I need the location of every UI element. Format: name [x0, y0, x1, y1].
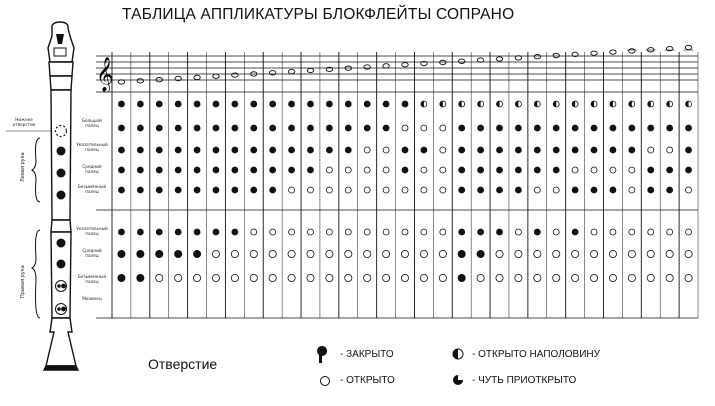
fingering-mark	[686, 147, 692, 153]
fingering-mark	[289, 101, 295, 107]
fingering-mark	[591, 229, 597, 235]
fingering-mark	[478, 101, 484, 107]
fingering-mark	[685, 274, 692, 281]
fingering-mark	[251, 229, 257, 235]
fingering-mark	[402, 101, 408, 107]
fingering-mark	[572, 167, 578, 173]
fingering-mark	[667, 147, 673, 153]
fingering-mark	[629, 187, 635, 193]
fingering-mark	[307, 187, 313, 193]
fingering-mark	[137, 187, 143, 193]
fingering-mark	[534, 147, 540, 153]
fingering-mark	[401, 274, 408, 281]
fingering-mark	[175, 187, 181, 193]
fingering-mark	[591, 187, 597, 193]
fingering-mark	[194, 147, 200, 153]
fingering-mark	[667, 167, 673, 173]
page-title: ТАБЛИЦА АППЛИКАТУРЫ БЛОКФЛЕЙТЫ СОПРАНО	[122, 6, 515, 23]
staff-note	[591, 51, 597, 55]
fingering-mark	[515, 125, 521, 131]
fingering-mark	[685, 250, 692, 257]
fingering-mark	[307, 167, 313, 173]
fingering-mark	[345, 250, 352, 257]
fingering-mark	[553, 167, 559, 173]
fingering-grid	[96, 52, 698, 318]
fingering-mark	[137, 125, 143, 131]
fingering-mark	[137, 229, 143, 235]
fingering-mark	[175, 125, 181, 131]
fingering-mark	[364, 229, 370, 235]
fingering-mark	[459, 229, 465, 235]
fingering-mark	[572, 125, 578, 131]
fingering-mark	[364, 274, 371, 281]
fingering-mark	[326, 229, 332, 235]
staff-note	[364, 65, 370, 69]
fingering-mark	[137, 167, 143, 173]
fingering-mark	[232, 167, 238, 173]
legend-slight-text: - ЧУТЬ ПРИОТКРЫТО	[472, 375, 577, 386]
staff-note	[232, 73, 238, 77]
fingering-mark	[175, 147, 181, 153]
legend-closed-text: - ЗАКРЫТО	[340, 349, 394, 360]
staff-note	[213, 74, 219, 78]
fingering-mark	[402, 147, 408, 153]
fingering-mark	[289, 147, 295, 153]
fingering-mark	[402, 125, 408, 131]
fingering-mark	[364, 250, 371, 257]
fingering-mark	[289, 187, 295, 193]
fingering-mark	[553, 274, 560, 281]
fingering-mark	[440, 167, 446, 173]
fingering-mark	[288, 250, 295, 257]
fingering-mark	[572, 101, 578, 107]
fingering-mark	[648, 101, 654, 107]
fingering-mark	[213, 229, 219, 235]
staff-note	[402, 63, 408, 67]
legend-closed-icon	[317, 346, 327, 363]
fingering-mark	[421, 147, 427, 153]
fingering-mark	[383, 187, 389, 193]
fingering-mark	[420, 274, 427, 281]
fingering-mark	[270, 125, 276, 131]
fingering-marks	[118, 101, 692, 282]
fingering-mark	[137, 250, 144, 257]
fingering-mark	[118, 229, 124, 235]
fingering-mark	[118, 250, 125, 257]
staff-note	[685, 45, 691, 49]
fingering-mark	[175, 101, 181, 107]
thumb-hole-label: Нижнее отверстие	[12, 117, 36, 127]
fingering-mark	[326, 101, 332, 107]
fingering-mark	[667, 125, 673, 131]
fingering-mark	[629, 167, 635, 173]
fingering-mark	[534, 250, 541, 257]
fingering-mark	[420, 250, 427, 257]
fingering-mark	[534, 274, 541, 281]
fingering-mark	[534, 101, 540, 107]
fingering-mark	[364, 101, 370, 107]
finger-label: Большой палец	[82, 118, 102, 128]
fingering-mark	[118, 147, 124, 153]
fingering-mark	[572, 250, 579, 257]
fingering-mark	[648, 229, 654, 235]
fingering-mark	[383, 125, 389, 131]
fingering-mark	[667, 187, 673, 193]
fingering-mark	[270, 147, 276, 153]
fingering-mark	[459, 167, 465, 173]
fingering-mark	[382, 274, 389, 281]
legend-half-icon	[453, 349, 463, 359]
fingering-mark	[232, 229, 238, 235]
fingering-mark	[250, 250, 257, 257]
fingering-mark	[345, 125, 351, 131]
fingering-mark	[477, 250, 484, 257]
fingering-mark	[383, 229, 389, 235]
fingering-mark	[382, 250, 389, 257]
fingering-mark	[610, 147, 616, 153]
fingering-mark	[648, 125, 654, 131]
fingering-mark	[421, 187, 427, 193]
fingering-mark	[421, 125, 427, 131]
fingering-mark	[251, 147, 257, 153]
fingering-mark	[497, 187, 503, 193]
fingering-mark	[610, 187, 616, 193]
fingering-mark	[232, 147, 238, 153]
finger-label: Мизинец	[82, 296, 102, 301]
fingering-mark	[251, 101, 257, 107]
fingering-mark	[421, 101, 427, 107]
fingering-mark	[269, 250, 276, 257]
fingering-mark	[459, 187, 465, 193]
staff-note	[440, 60, 446, 64]
fingering-mark	[478, 167, 484, 173]
fingering-mark	[667, 229, 673, 235]
fingering-mark	[515, 274, 522, 281]
fingering-mark	[440, 187, 446, 193]
fingering-mark	[251, 167, 257, 173]
fingering-mark	[553, 101, 559, 107]
fingering-mark	[156, 250, 163, 257]
fingering-mark	[364, 187, 370, 193]
fingering-mark	[497, 229, 503, 235]
fingering-mark	[289, 167, 295, 173]
fingering-mark	[572, 229, 578, 235]
fingering-mark	[667, 101, 673, 107]
fingering-mark	[326, 167, 332, 173]
fingering-mark	[515, 187, 521, 193]
fingering-mark	[439, 274, 446, 281]
fingering-mark	[534, 125, 540, 131]
fingering-mark	[534, 229, 540, 235]
right-hand-label: Правая рука	[20, 265, 26, 298]
fingering-mark	[345, 147, 351, 153]
staff-note	[118, 80, 124, 84]
fingering-mark	[270, 187, 276, 193]
fingering-mark	[496, 274, 503, 281]
fingering-mark	[440, 229, 446, 235]
fingering-mark	[193, 274, 200, 281]
fingering-mark	[686, 101, 692, 107]
fingering-mark	[383, 101, 389, 107]
fingering-mark	[402, 187, 408, 193]
fingering-mark	[345, 229, 351, 235]
staff-note	[137, 79, 143, 83]
fingering-mark	[666, 274, 673, 281]
fingering-mark	[270, 167, 276, 173]
fingering-mark	[609, 274, 616, 281]
fingering-mark	[212, 274, 219, 281]
fingering-mark	[307, 250, 314, 257]
fingering-mark	[497, 147, 503, 153]
fingering-mark	[156, 274, 163, 281]
fingering-mark	[459, 125, 465, 131]
fingering-mark	[478, 229, 484, 235]
finger-label: Средний палец	[82, 248, 102, 258]
fingering-mark	[269, 274, 276, 281]
fingering-mark	[326, 250, 333, 257]
fingering-mark	[118, 125, 124, 131]
staff-note	[629, 49, 635, 53]
fingering-mark	[477, 274, 484, 281]
fingering-mark	[553, 147, 559, 153]
fingering-mark	[307, 147, 313, 153]
fingering-mark	[194, 229, 200, 235]
fingering-mark	[232, 101, 238, 107]
fingering-mark	[156, 187, 162, 193]
fingering-mark	[629, 101, 635, 107]
fingering-mark	[175, 274, 182, 281]
fingering-mark	[231, 250, 238, 257]
fingering-mark	[288, 274, 295, 281]
fingering-mark	[402, 229, 408, 235]
fingering-mark	[194, 187, 200, 193]
fingering-mark	[590, 274, 597, 281]
fingering-mark	[497, 167, 503, 173]
fingering-mark	[572, 274, 579, 281]
fingering-mark	[628, 250, 635, 257]
fingering-mark	[118, 187, 124, 193]
fingering-mark	[440, 125, 446, 131]
fingering-mark	[590, 250, 597, 257]
fingering-mark	[515, 167, 521, 173]
fingering-mark	[213, 101, 219, 107]
fingering-mark	[175, 229, 181, 235]
fingering-mark	[496, 250, 503, 257]
fingering-mark	[326, 274, 333, 281]
fingering-mark	[497, 101, 503, 107]
fingering-mark	[307, 274, 314, 281]
fingering-mark	[156, 229, 162, 235]
fingering-mark	[591, 147, 597, 153]
fingering-mark	[647, 274, 654, 281]
staff-note	[534, 55, 540, 59]
staff-note	[383, 64, 389, 68]
fingering-mark	[439, 250, 446, 257]
fingering-mark	[326, 147, 332, 153]
fingering-mark	[213, 167, 219, 173]
legend-slight-icon	[453, 375, 463, 385]
legend-open-text: - ОТКРЫТО	[340, 375, 395, 386]
fingering-mark	[156, 147, 162, 153]
fingering-mark	[156, 101, 162, 107]
fingering-mark	[250, 274, 257, 281]
fingering-mark	[421, 229, 427, 235]
fingering-mark	[591, 167, 597, 173]
fingering-mark	[458, 250, 465, 257]
fingering-mark	[193, 250, 200, 257]
fingering-mark	[118, 274, 125, 281]
treble-clef-icon: 𝄞	[96, 57, 114, 92]
fingering-mark	[666, 250, 673, 257]
fingering-mark	[345, 167, 351, 173]
fingering-mark	[497, 125, 503, 131]
fingering-mark	[648, 147, 654, 153]
fingering-mark	[213, 187, 219, 193]
fingering-mark	[591, 101, 597, 107]
fingering-mark	[610, 101, 616, 107]
fingering-mark	[137, 274, 144, 281]
fingering-mark	[326, 187, 332, 193]
fingering-mark	[213, 147, 219, 153]
fingering-mark	[553, 250, 560, 257]
fingering-mark	[629, 229, 635, 235]
fingering-mark	[307, 101, 313, 107]
fingering-mark	[232, 125, 238, 131]
staff-note	[610, 50, 616, 54]
fingering-mark	[534, 167, 540, 173]
fingering-mark	[572, 147, 578, 153]
fingering-mark	[515, 229, 521, 235]
fingering-mark	[478, 147, 484, 153]
left-hand-label: Левая рука	[20, 152, 26, 182]
finger-label: Указательный палец	[76, 226, 108, 236]
legend-open-icon	[321, 377, 330, 386]
fingering-mark	[118, 167, 124, 173]
fingering-mark	[213, 125, 219, 131]
fingering-mark	[383, 167, 389, 173]
finger-label: Безымянный палец	[77, 184, 107, 194]
fingering-mark	[459, 101, 465, 107]
fingering-mark	[534, 187, 540, 193]
fingering-mark	[629, 125, 635, 131]
fingering-mark	[572, 187, 578, 193]
fingering-mark	[194, 125, 200, 131]
fingering-mark	[345, 274, 352, 281]
staff-note	[496, 57, 502, 61]
fingering-mark	[175, 250, 182, 257]
fingering-mark	[307, 229, 313, 235]
fingering-mark	[478, 187, 484, 193]
staff-note	[288, 69, 294, 73]
fingering-mark	[553, 187, 559, 193]
fingering-mark	[610, 229, 616, 235]
fingering-mark	[609, 250, 616, 257]
legend-title: Отверстие	[148, 356, 218, 372]
fingering-mark	[307, 125, 313, 131]
fingering-mark	[251, 125, 257, 131]
fingering-mark	[553, 125, 559, 131]
fingering-mark	[137, 147, 143, 153]
fingering-mark	[194, 167, 200, 173]
legend-half-text: - ОТКРЫТО НАПОЛОВИНУ	[472, 349, 600, 360]
fingering-mark	[648, 187, 654, 193]
fingering-mark	[364, 147, 370, 153]
fingering-mark	[686, 167, 692, 173]
fingering-mark	[515, 147, 521, 153]
fingering-mark	[251, 187, 257, 193]
fingering-mark	[232, 187, 238, 193]
fingering-mark	[459, 147, 465, 153]
music-staff	[96, 45, 698, 93]
fingering-mark	[440, 101, 446, 107]
fingering-mark	[686, 229, 692, 235]
staff-note	[307, 68, 313, 72]
fingering-mark	[289, 229, 295, 235]
fingering-mark	[629, 147, 635, 153]
fingering-mark	[648, 167, 654, 173]
finger-label: Указательный палец	[76, 142, 108, 152]
fingering-mark	[345, 187, 351, 193]
fingering-mark	[610, 125, 616, 131]
fingering-mark	[686, 187, 692, 193]
fingering-mark	[610, 167, 616, 173]
fingering-mark	[212, 250, 219, 257]
fingering-mark	[175, 167, 181, 173]
fingering-mark	[478, 125, 484, 131]
fingering-mark	[345, 101, 351, 107]
fingering-mark	[156, 125, 162, 131]
finger-label: Средний палец	[82, 164, 102, 174]
fingering-mark	[231, 274, 238, 281]
staff-note	[553, 53, 559, 57]
fingering-mark	[440, 147, 446, 153]
fingering-mark	[383, 147, 389, 153]
fingering-mark	[515, 250, 522, 257]
fingering-mark	[591, 125, 597, 131]
fingering-mark	[421, 167, 427, 173]
fingering-mark	[686, 125, 692, 131]
fingering-mark	[402, 167, 408, 173]
fingering-mark	[270, 101, 276, 107]
fingering-mark	[270, 229, 276, 235]
fingering-mark	[194, 101, 200, 107]
hand-braces	[32, 138, 40, 318]
staff-note	[194, 75, 200, 79]
fingering-mark	[515, 101, 521, 107]
fingering-mark	[364, 125, 370, 131]
fingering-mark	[647, 250, 654, 257]
fingering-mark	[553, 229, 559, 235]
staff-note	[459, 59, 465, 63]
fingering-mark	[326, 125, 332, 131]
fingering-mark	[118, 101, 124, 107]
fingering-mark	[458, 274, 465, 281]
fingering-mark	[156, 167, 162, 173]
fingering-mark	[137, 101, 143, 107]
fingering-mark	[289, 125, 295, 131]
fingering-mark	[401, 250, 408, 257]
fingering-mark	[628, 274, 635, 281]
finger-label: Безымянный палец	[77, 274, 107, 284]
fingering-mark	[364, 167, 370, 173]
